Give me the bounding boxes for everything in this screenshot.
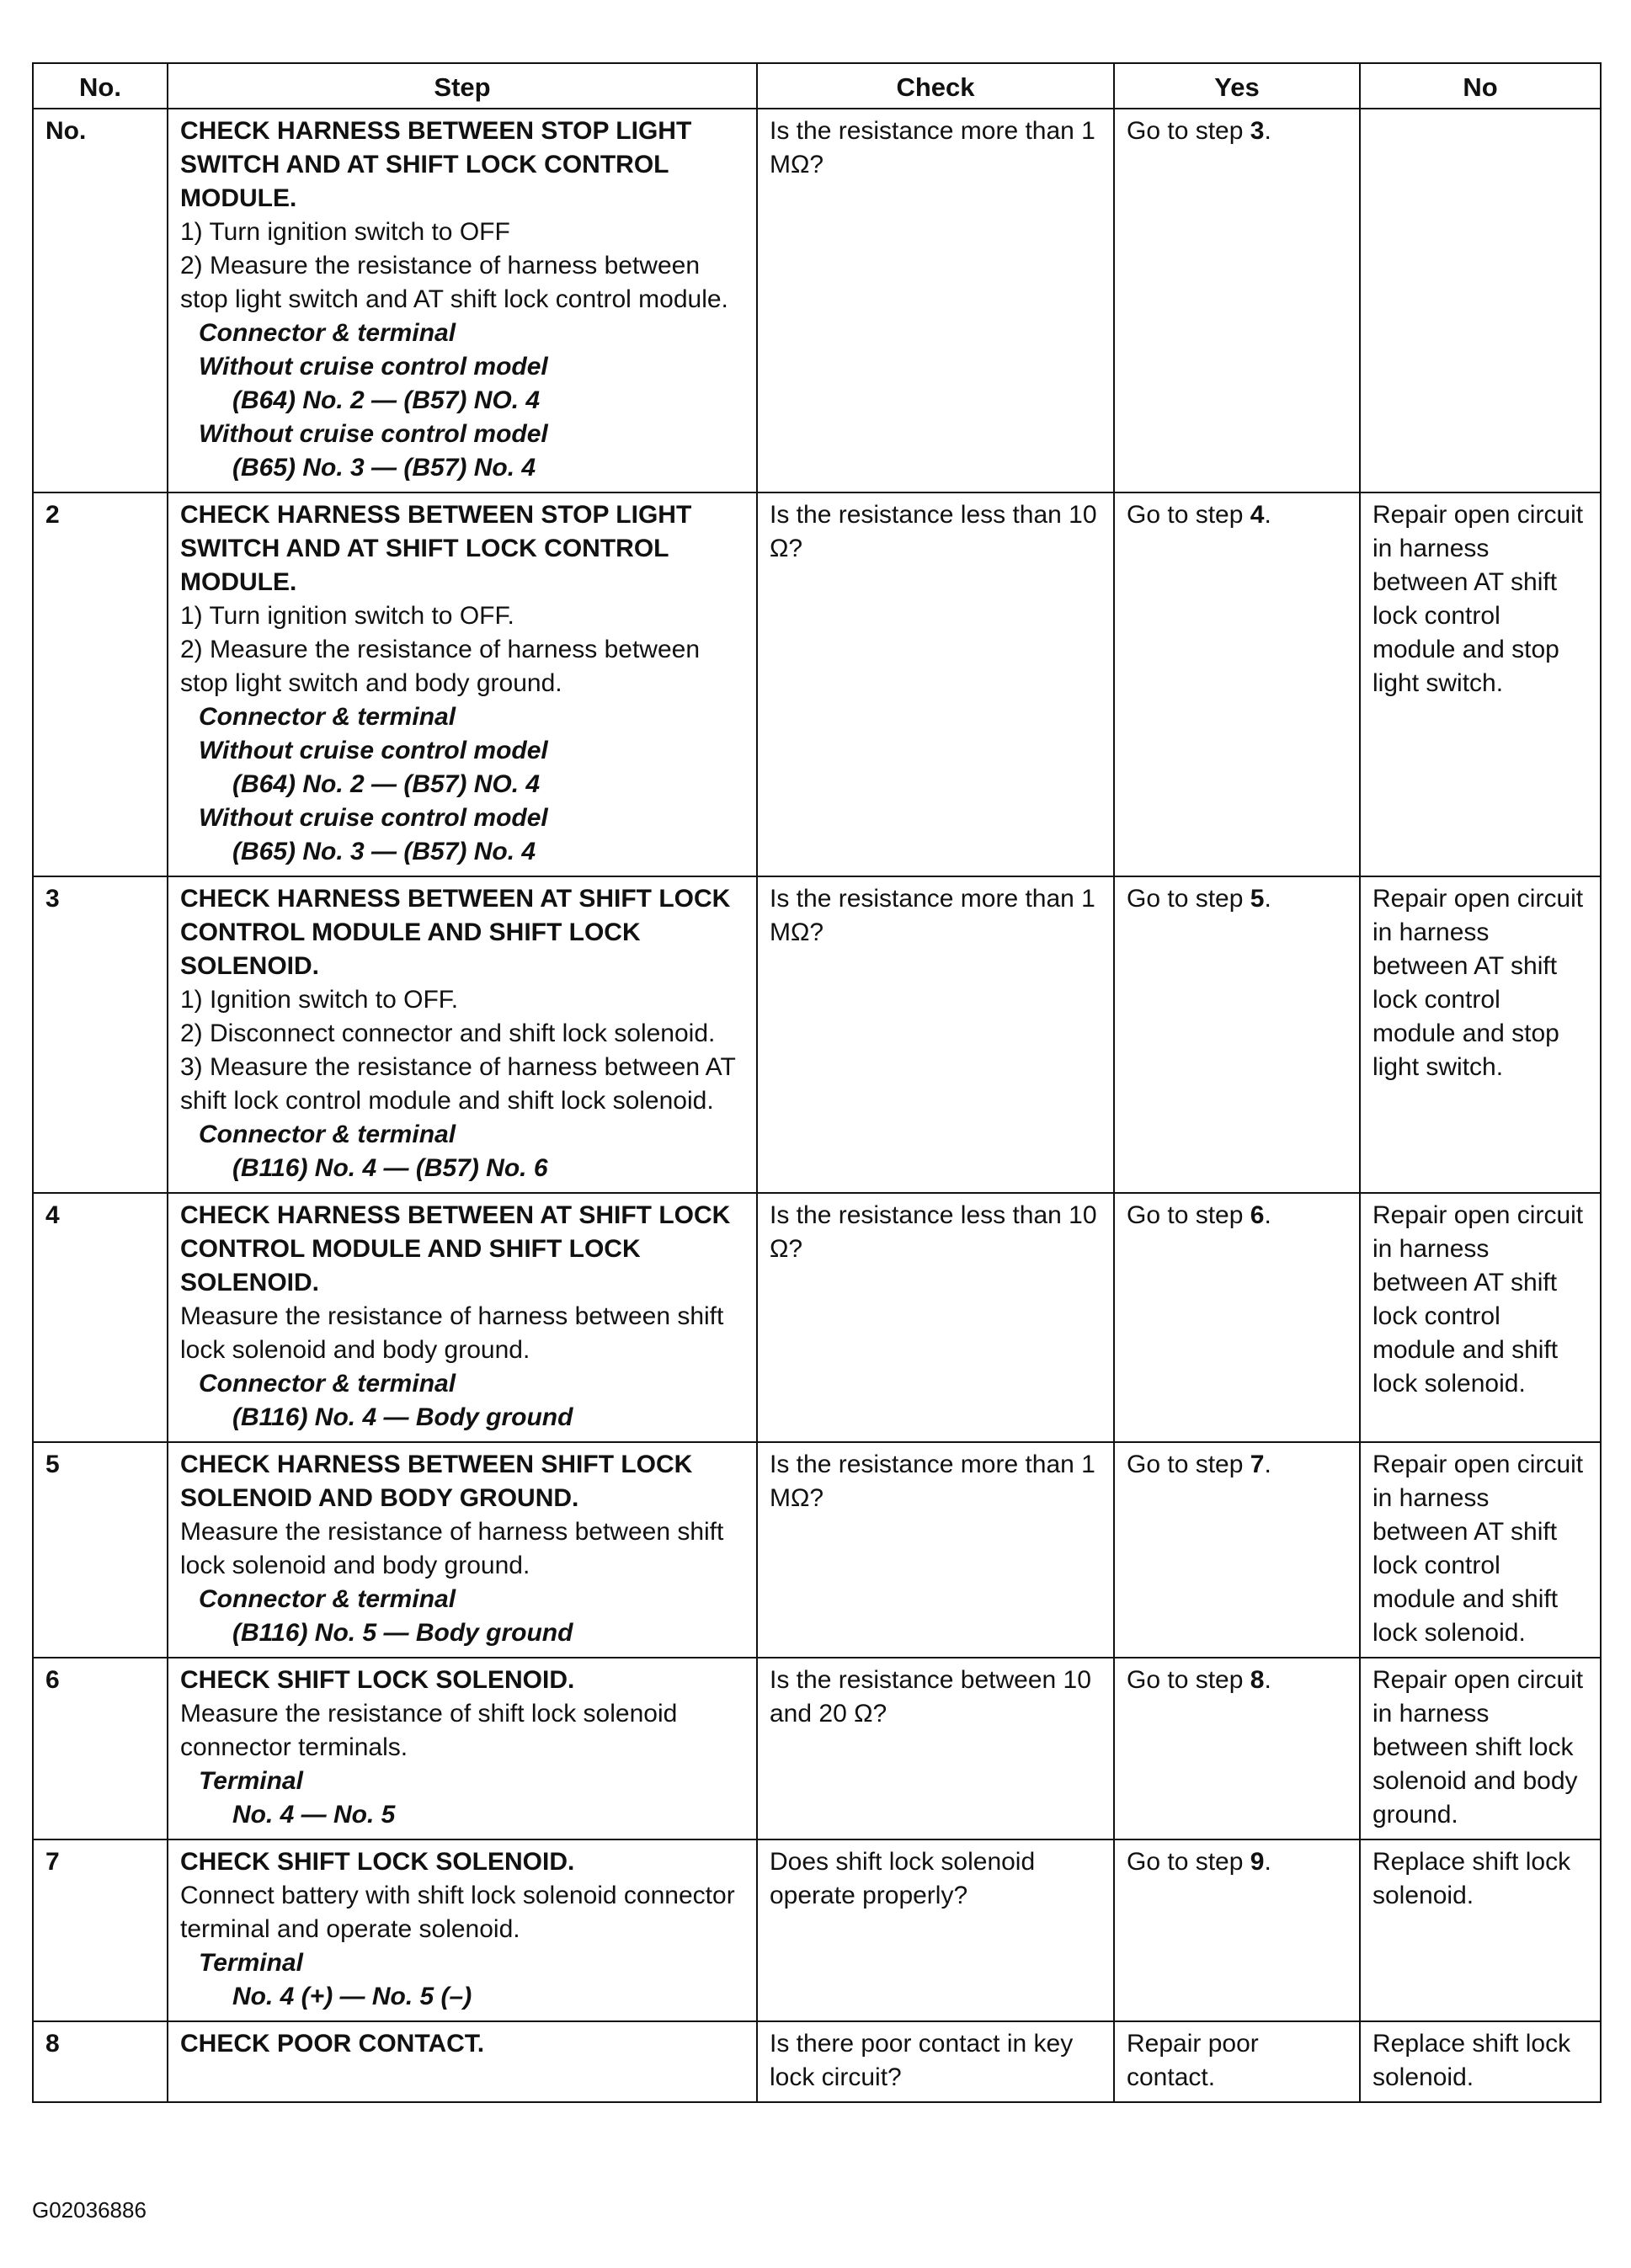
step-title: CHECK HARNESS BETWEEN SHIFT LOCK SOLENOID AND BODY GROUND. [180, 1451, 693, 1512]
terminal-line: Terminal [199, 1767, 303, 1795]
header-yes: Yes [1114, 63, 1360, 109]
step-cell [168, 2021, 757, 2102]
terminal-line: (B65) No. 3 — (B57) No. 4 [232, 454, 536, 482]
yes-cell [1114, 2021, 1360, 2102]
step-title: CHECK SHIFT LOCK SOLENOID. [180, 1666, 575, 1694]
step-number: No. [33, 109, 168, 492]
yes-text: Go to step [1127, 1666, 1250, 1694]
yes-cell [1114, 492, 1360, 876]
yes-text: Go to step [1127, 117, 1250, 145]
step-number: 2 [33, 492, 168, 876]
terminal-line: (B116) No. 4 — Body ground [232, 1403, 573, 1431]
step-cell [168, 1658, 757, 1839]
no-cell [1360, 109, 1601, 492]
no-cell: Repair open circuit in harness between AT shift lock control module and stop light switch. [1360, 492, 1601, 876]
yes-step-number: 5 [1250, 885, 1265, 913]
yes-suffix: . [1264, 1848, 1271, 1876]
step-instruction: 2) Measure the resistance of harness between stop light switch and AT shift lock control module. [180, 252, 728, 313]
step-cell [168, 876, 757, 1193]
terminal-line: Connector & terminal [199, 1370, 456, 1398]
table-row [33, 1442, 1601, 1658]
terminal-line: (B116) No. 5 — Body ground [232, 1619, 573, 1647]
terminal-line: (B64) No. 2 — (B57) NO. 4 [232, 386, 541, 414]
table-row [33, 1658, 1601, 1839]
yes-text: Go to step [1127, 885, 1250, 913]
terminal-line: (B64) No. 2 — (B57) NO. 4 [232, 770, 541, 798]
header-step: Step [168, 63, 757, 109]
step-number: 6 [33, 1658, 168, 1839]
step-instruction: Measure the resistance of harness between shift lock solenoid and body ground. [180, 1518, 731, 1579]
yes-step-number: 7 [1250, 1451, 1265, 1478]
yes-step-number: 6 [1250, 1201, 1265, 1229]
header-check: Check [757, 63, 1114, 109]
yes-text: Go to step [1127, 1451, 1250, 1478]
no-cell: Repair open circuit in harness between AT shift lock control module and stop light switch. [1360, 876, 1601, 1193]
table-row [33, 1193, 1601, 1442]
step-title: CHECK HARNESS BETWEEN STOP LIGHT SWITCH AND AT SHIFT LOCK CONTROL MODULE. [180, 501, 692, 596]
check-cell: Is the resistance more than 1 MΩ? [757, 876, 1114, 1193]
step-instruction: 1) Ignition switch to OFF. [180, 986, 459, 1014]
step-title: CHECK HARNESS BETWEEN AT SHIFT LOCK CONTROL MODULE AND SHIFT LOCK SOLENOID. [180, 885, 731, 980]
check-cell: Does shift lock solenoid operate properly? [757, 1839, 1114, 2021]
step-instruction: 2) Measure the resistance of harness between stop light switch and body ground. [180, 636, 707, 697]
step-cell [168, 1442, 757, 1658]
terminal-line: (B116) No. 4 — (B57) No. 6 [232, 1154, 548, 1182]
terminal-line: Without cruise control model [199, 804, 548, 832]
step-cell [168, 492, 757, 876]
step-instruction: Measure the resistance of shift lock solenoid connector terminals. [180, 1700, 685, 1761]
step-number: 5 [33, 1442, 168, 1658]
table-row [33, 1839, 1601, 2021]
yes-suffix: . [1264, 501, 1271, 529]
terminal-line: Without cruise control model [199, 353, 548, 381]
yes-text: Go to step [1127, 1848, 1250, 1876]
terminal-line: Connector & terminal [199, 703, 456, 731]
step-title: CHECK HARNESS BETWEEN AT SHIFT LOCK CONTROL MODULE AND SHIFT LOCK SOLENOID. [180, 1201, 731, 1296]
check-cell: Is the resistance more than 1 MΩ? [757, 109, 1114, 492]
check-cell: Is the resistance more than 1 MΩ? [757, 1442, 1114, 1658]
table-row [33, 492, 1601, 876]
check-cell: Is the resistance between 10 and 20 Ω? [757, 1658, 1114, 1839]
table-row [33, 2021, 1601, 2102]
terminal-line: No. 4 (+) — No. 5 (–) [232, 1983, 472, 2010]
yes-step-number: 8 [1250, 1666, 1265, 1694]
yes-suffix: . [1264, 117, 1271, 145]
step-cell [168, 109, 757, 492]
no-cell: Replace shift lock solenoid. [1360, 2021, 1601, 2102]
no-cell: Repair open circuit in harness between AT shift lock control module and shift lock solenoid. [1360, 1442, 1601, 1658]
step-instruction: 1) Turn ignition switch to OFF. [180, 602, 514, 630]
step-instruction: Measure the resistance of harness between shift lock solenoid and body ground. [180, 1302, 731, 1364]
check-cell: Is the resistance less than 10 Ω? [757, 492, 1114, 876]
yes-cell [1114, 1442, 1360, 1658]
table-row [33, 876, 1601, 1193]
check-cell: Is there poor contact in key lock circuit? [757, 2021, 1114, 2102]
yes-cell [1114, 1839, 1360, 2021]
step-title: CHECK POOR CONTACT. [180, 2030, 485, 2058]
header-no: No. [33, 63, 168, 109]
yes-text: Repair poor contact. [1127, 2030, 1259, 2091]
step-instruction: 3) Measure the resistance of harness between AT shift lock control module and shift lock solenoid. [180, 1053, 743, 1115]
step-cell [168, 1839, 757, 2021]
step-number: 4 [33, 1193, 168, 1442]
yes-text: Go to step [1127, 501, 1250, 529]
step-instruction: Connect battery with shift lock solenoid connector terminal and operate solenoid. [180, 1882, 743, 1943]
yes-step-number: 9 [1250, 1848, 1265, 1876]
yes-suffix: . [1264, 1666, 1271, 1694]
table-body [33, 109, 1601, 2102]
yes-cell [1114, 1658, 1360, 1839]
yes-suffix: . [1264, 1451, 1271, 1478]
yes-step-number: 4 [1250, 501, 1265, 529]
diagnostic-table [32, 62, 1602, 2103]
terminal-line: Terminal [199, 1949, 303, 1977]
step-cell [168, 1193, 757, 1442]
yes-cell [1114, 876, 1360, 1193]
header-row [33, 63, 1601, 109]
figure-id: G02036886 [32, 2197, 147, 2223]
table-row [33, 109, 1601, 492]
terminal-line: No. 4 — No. 5 [232, 1801, 396, 1829]
terminal-line: Without cruise control model [199, 420, 548, 448]
yes-suffix: . [1264, 885, 1271, 913]
yes-text: Go to step [1127, 1201, 1250, 1229]
terminal-line: Connector & terminal [199, 1585, 456, 1613]
no-cell: Replace shift lock solenoid. [1360, 1839, 1601, 2021]
yes-cell [1114, 1193, 1360, 1442]
terminal-line: (B65) No. 3 — (B57) No. 4 [232, 838, 536, 865]
step-number: 8 [33, 2021, 168, 2102]
step-title: CHECK SHIFT LOCK SOLENOID. [180, 1848, 575, 1876]
yes-cell [1114, 109, 1360, 492]
step-number: 7 [33, 1839, 168, 2021]
step-number: 3 [33, 876, 168, 1193]
yes-step-number: 3 [1250, 117, 1265, 145]
step-instruction: 2) Disconnect connector and shift lock solenoid. [180, 1020, 716, 1047]
step-instruction: 1) Turn ignition switch to OFF [180, 218, 510, 246]
terminal-line: Without cruise control model [199, 737, 548, 764]
no-cell: Repair open circuit in harness between AT shift lock control module and shift lock solenoid. [1360, 1193, 1601, 1442]
terminal-line: Connector & terminal [199, 319, 456, 347]
terminal-line: Connector & terminal [199, 1121, 456, 1148]
step-title: CHECK HARNESS BETWEEN STOP LIGHT SWITCH AND AT SHIFT LOCK CONTROL MODULE. [180, 117, 692, 212]
check-cell: Is the resistance less than 10 Ω? [757, 1193, 1114, 1442]
header-no-result: No [1360, 63, 1601, 109]
yes-suffix: . [1264, 1201, 1271, 1229]
no-cell: Repair open circuit in harness between shift lock solenoid and body ground. [1360, 1658, 1601, 1839]
